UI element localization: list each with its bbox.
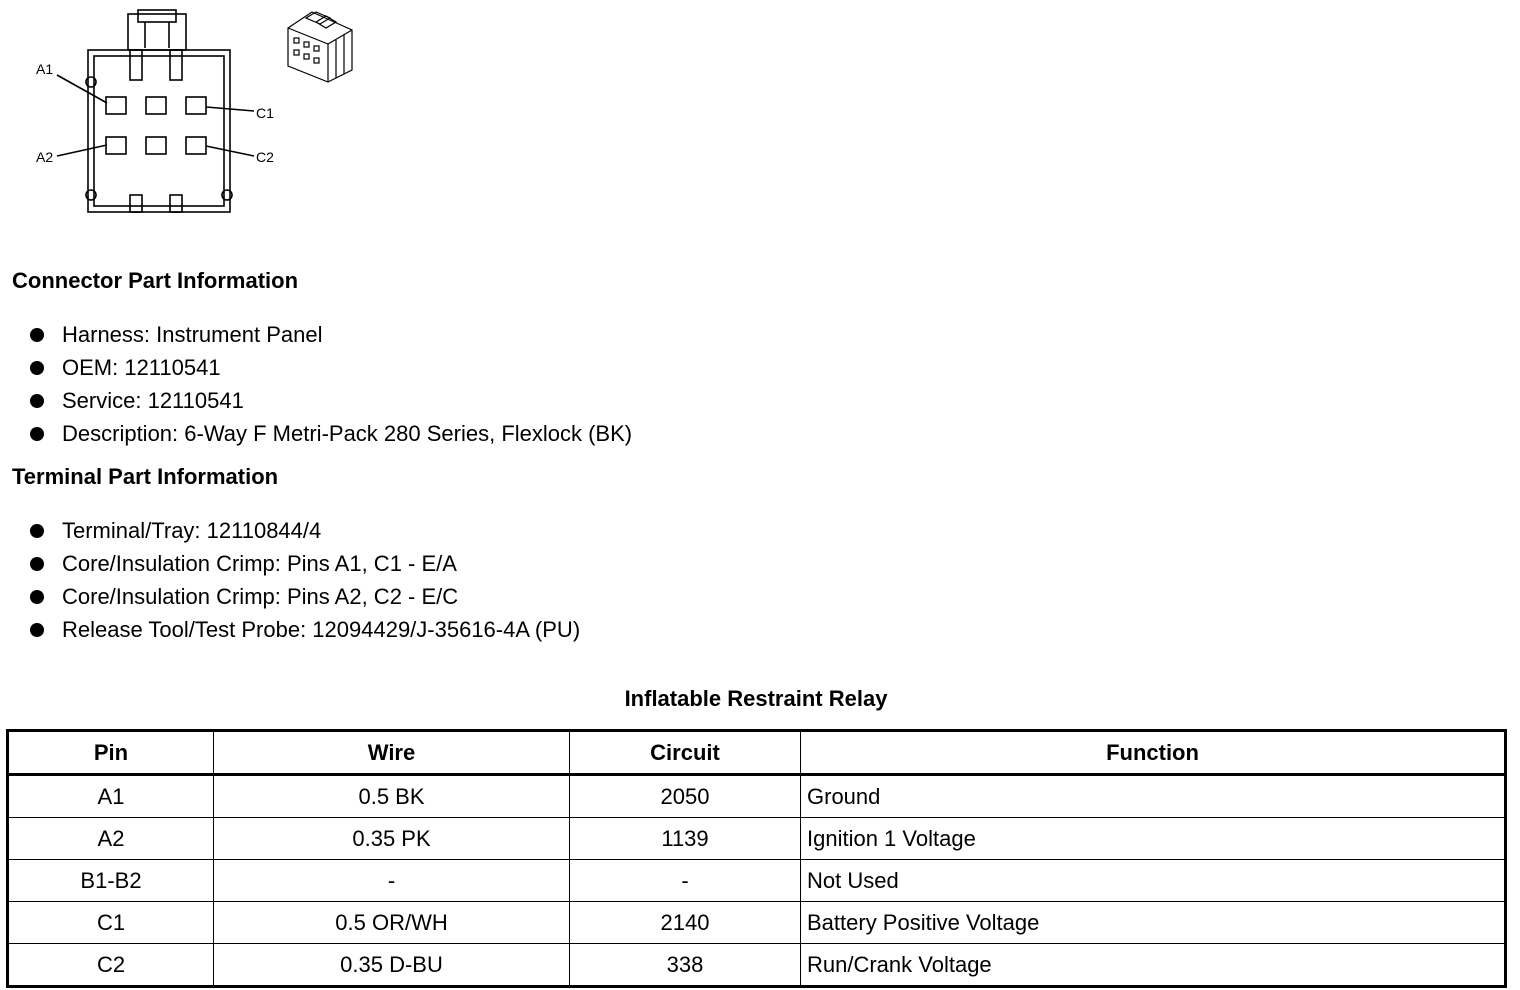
terminal-info-item: Terminal/Tray: 12110844/4 [28, 517, 580, 550]
cell-circuit: 338 [570, 944, 801, 987]
cell-circuit: 1139 [570, 818, 801, 860]
cavity-c1 [186, 97, 206, 114]
terminal-info-item: Release Tool/Test Probe: 12094429/J-35616-4A (PU) [28, 616, 580, 649]
table-header-row [8, 731, 1506, 775]
bullet-icon [30, 623, 44, 637]
bullet-icon [30, 427, 44, 441]
cell-pin: B1-B2 [8, 860, 214, 902]
cell-pin: C2 [8, 944, 214, 987]
header-pin: Pin [8, 731, 214, 775]
bullet-icon [30, 394, 44, 408]
label-a1: A1 [36, 61, 54, 77]
connector-info-item: OEM: 12110541 [28, 354, 632, 387]
cell-wire: 0.35 D-BU [214, 944, 570, 987]
cell-function: Ignition 1 Voltage [801, 818, 1506, 860]
bullet-icon [30, 590, 44, 604]
terminal-info-list [28, 517, 580, 649]
cell-circuit: - [570, 860, 801, 902]
cell-wire: - [214, 860, 570, 902]
cavity-a2 [106, 137, 126, 154]
header-function: Function [801, 731, 1506, 775]
connector-isometric-icon [288, 12, 352, 82]
table-row [8, 775, 1506, 818]
terminal-info-title: Terminal Part Information [12, 464, 279, 489]
table-row [8, 944, 1506, 987]
cell-circuit: 2050 [570, 775, 801, 818]
cavity-b2 [146, 137, 166, 154]
pinout-table [6, 729, 1507, 988]
connector-latch [128, 14, 186, 50]
terminal-info-item: Core/Insulation Crimp: Pins A2, C2 - E/C [28, 583, 580, 616]
cavity-a1 [106, 97, 126, 114]
connector-body [88, 50, 230, 212]
label-c1: C1 [256, 105, 274, 121]
bullet-icon [30, 524, 44, 538]
header-wire: Wire [214, 731, 570, 775]
connector-info-list [28, 321, 632, 453]
cell-wire: 0.35 PK [214, 818, 570, 860]
cell-function: Not Used [801, 860, 1506, 902]
table-row [8, 860, 1506, 902]
connector-info-item: Service: 12110541 [28, 387, 632, 420]
label-c2: C2 [256, 149, 274, 165]
bullet-icon [30, 557, 44, 571]
table-row [8, 818, 1506, 860]
cell-circuit: 2140 [570, 902, 801, 944]
cell-function: Battery Positive Voltage [801, 902, 1506, 944]
bullet-icon [30, 328, 44, 342]
cell-function: Run/Crank Voltage [801, 944, 1506, 987]
connector-info-item: Harness: Instrument Panel [28, 321, 632, 354]
cell-pin: A2 [8, 818, 214, 860]
bullet-icon [30, 361, 44, 375]
cavity-c2 [186, 137, 206, 154]
connector-diagram [0, 0, 380, 225]
table-title: Inflatable Restraint Relay [624, 686, 888, 711]
cell-pin: C1 [8, 902, 214, 944]
cell-wire: 0.5 BK [214, 775, 570, 818]
label-a2: A2 [36, 149, 54, 165]
header-circuit: Circuit [570, 731, 801, 775]
terminal-info-item: Core/Insulation Crimp: Pins A1, C1 - E/A [28, 550, 580, 583]
cell-pin: A1 [8, 775, 214, 818]
table-row [8, 902, 1506, 944]
cell-function: Ground [801, 775, 1506, 818]
connector-info-item: Description: 6-Way F Metri-Pack 280 Series, Flexlock (BK) [28, 420, 632, 453]
connector-info-title: Connector Part Information [12, 268, 299, 293]
cavity-b1 [146, 97, 166, 114]
cell-wire: 0.5 OR/WH [214, 902, 570, 944]
